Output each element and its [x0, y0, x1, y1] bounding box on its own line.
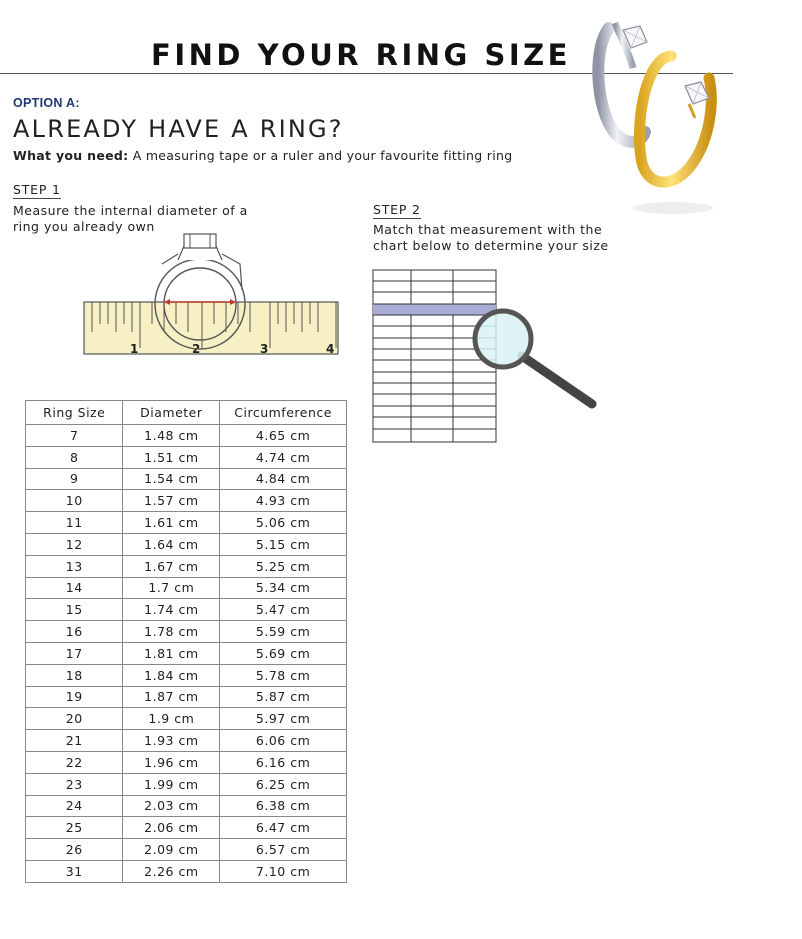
diameter-cell: 1.57 cm	[123, 490, 220, 512]
ring-size-cell: 10	[26, 490, 123, 512]
chart-highlight-row	[373, 304, 496, 315]
circumference-cell: 5.59 cm	[220, 621, 347, 643]
requirements-text	[13, 148, 512, 163]
column-header-diameter: Diameter	[123, 401, 220, 425]
ring-size-cell: 8	[26, 446, 123, 468]
rings-illustration-icon	[585, 8, 725, 218]
circumference-cell: 4.65 cm	[220, 425, 347, 447]
diameter-cell: 1.54 cm	[123, 468, 220, 490]
table-row	[26, 708, 347, 730]
diameter-cell: 1.9 cm	[123, 708, 220, 730]
table-row	[26, 425, 347, 447]
option-label: OPTION A:	[13, 96, 80, 110]
column-header-circumference: Circumference	[220, 401, 347, 425]
ring-size-cell: 19	[26, 686, 123, 708]
table-row	[26, 751, 347, 773]
ring-size-cell: 7	[26, 425, 123, 447]
diameter-cell: 1.81 cm	[123, 642, 220, 664]
ring-size-cell: 13	[26, 555, 123, 577]
ring-size-cell: 25	[26, 817, 123, 839]
circumference-cell: 6.16 cm	[220, 751, 347, 773]
table-row	[26, 773, 347, 795]
table-row	[26, 446, 347, 468]
diameter-cell: 1.87 cm	[123, 686, 220, 708]
diameter-cell: 1.93 cm	[123, 730, 220, 752]
diameter-cell: 1.96 cm	[123, 751, 220, 773]
table-row	[26, 621, 347, 643]
ring-size-cell: 22	[26, 751, 123, 773]
circumference-cell: 4.84 cm	[220, 468, 347, 490]
ring-size-cell: 21	[26, 730, 123, 752]
ring-on-ruler-illustration	[80, 226, 342, 358]
circumference-cell: 5.34 cm	[220, 577, 347, 599]
diameter-cell: 2.26 cm	[123, 860, 220, 882]
ring-size-cell: 14	[26, 577, 123, 599]
table-row	[26, 839, 347, 861]
table-row	[26, 730, 347, 752]
table-row	[26, 512, 347, 534]
diameter-cell: 1.61 cm	[123, 512, 220, 534]
ring-size-cell: 17	[26, 642, 123, 664]
ruler-number-2: 2	[192, 342, 201, 356]
diameter-cell: 1.84 cm	[123, 664, 220, 686]
table-row	[26, 468, 347, 490]
diameter-cell: 1.48 cm	[123, 425, 220, 447]
magnifier-icon	[475, 311, 592, 404]
ring-size-cell: 11	[26, 512, 123, 534]
ring-size-cell: 26	[26, 839, 123, 861]
ruler-number-1: 1	[130, 342, 139, 356]
circumference-cell: 6.25 cm	[220, 773, 347, 795]
table-row	[26, 533, 347, 555]
circumference-cell: 6.06 cm	[220, 730, 347, 752]
table-body	[26, 425, 347, 883]
circumference-cell: 5.06 cm	[220, 512, 347, 534]
circumference-cell: 6.57 cm	[220, 839, 347, 861]
table-header-row	[26, 401, 347, 425]
circumference-cell: 4.93 cm	[220, 490, 347, 512]
circumference-cell: 5.25 cm	[220, 555, 347, 577]
ring-size-table	[25, 400, 347, 883]
ring-size-cell: 15	[26, 599, 123, 621]
ring-size-cell: 12	[26, 533, 123, 555]
circumference-cell: 5.97 cm	[220, 708, 347, 730]
step2-text: Match that measurement with the chart below to determine your size	[373, 222, 609, 253]
table-row	[26, 664, 347, 686]
requirements-label: What you need:	[13, 148, 129, 163]
table-row	[26, 577, 347, 599]
table-row	[26, 555, 347, 577]
circumference-cell: 6.38 cm	[220, 795, 347, 817]
circumference-cell: 7.10 cm	[220, 860, 347, 882]
table-row	[26, 642, 347, 664]
diameter-cell: 1.7 cm	[123, 577, 220, 599]
circumference-cell: 4.74 cm	[220, 446, 347, 468]
diameter-cell: 1.74 cm	[123, 599, 220, 621]
ruler-icon	[84, 302, 338, 354]
table-row	[26, 795, 347, 817]
diameter-cell: 2.03 cm	[123, 795, 220, 817]
circumference-cell: 5.47 cm	[220, 599, 347, 621]
table-row	[26, 860, 347, 882]
requirements-value: A measuring tape or a ruler and your favourite fitting ring	[128, 148, 513, 163]
ring-size-cell: 16	[26, 621, 123, 643]
circumference-cell: 5.78 cm	[220, 664, 347, 686]
section-heading: ALREADY HAVE A RING?	[13, 115, 344, 143]
circumference-cell: 5.69 cm	[220, 642, 347, 664]
ring-size-cell: 18	[26, 664, 123, 686]
table-row	[26, 686, 347, 708]
column-header-ring-size: Ring Size	[26, 401, 123, 425]
circumference-cell: 6.47 cm	[220, 817, 347, 839]
diameter-cell: 2.06 cm	[123, 817, 220, 839]
ruler-number-3: 3	[260, 342, 269, 356]
step1-text: Measure the internal diameter of a ring you already own	[13, 203, 248, 234]
ruler-number-4: 4	[326, 342, 335, 356]
circumference-cell: 5.87 cm	[220, 686, 347, 708]
chart-magnifier-illustration	[370, 268, 602, 444]
table-row	[26, 599, 347, 621]
step2-label: STEP 2	[373, 202, 421, 217]
circumference-cell: 5.15 cm	[220, 533, 347, 555]
ring-size-cell: 24	[26, 795, 123, 817]
ring-size-cell: 20	[26, 708, 123, 730]
diameter-cell: 2.09 cm	[123, 839, 220, 861]
diameter-cell: 1.99 cm	[123, 773, 220, 795]
ring-size-cell: 23	[26, 773, 123, 795]
ring-size-cell: 9	[26, 468, 123, 490]
diameter-cell: 1.67 cm	[123, 555, 220, 577]
page-title: FIND YOUR RING SIZE	[151, 38, 571, 72]
ring-size-cell: 31	[26, 860, 123, 882]
table-row	[26, 490, 347, 512]
diameter-cell: 1.78 cm	[123, 621, 220, 643]
diameter-cell: 1.51 cm	[123, 446, 220, 468]
table-row	[26, 817, 347, 839]
diameter-cell: 1.64 cm	[123, 533, 220, 555]
step1-label: STEP 1	[13, 182, 61, 197]
